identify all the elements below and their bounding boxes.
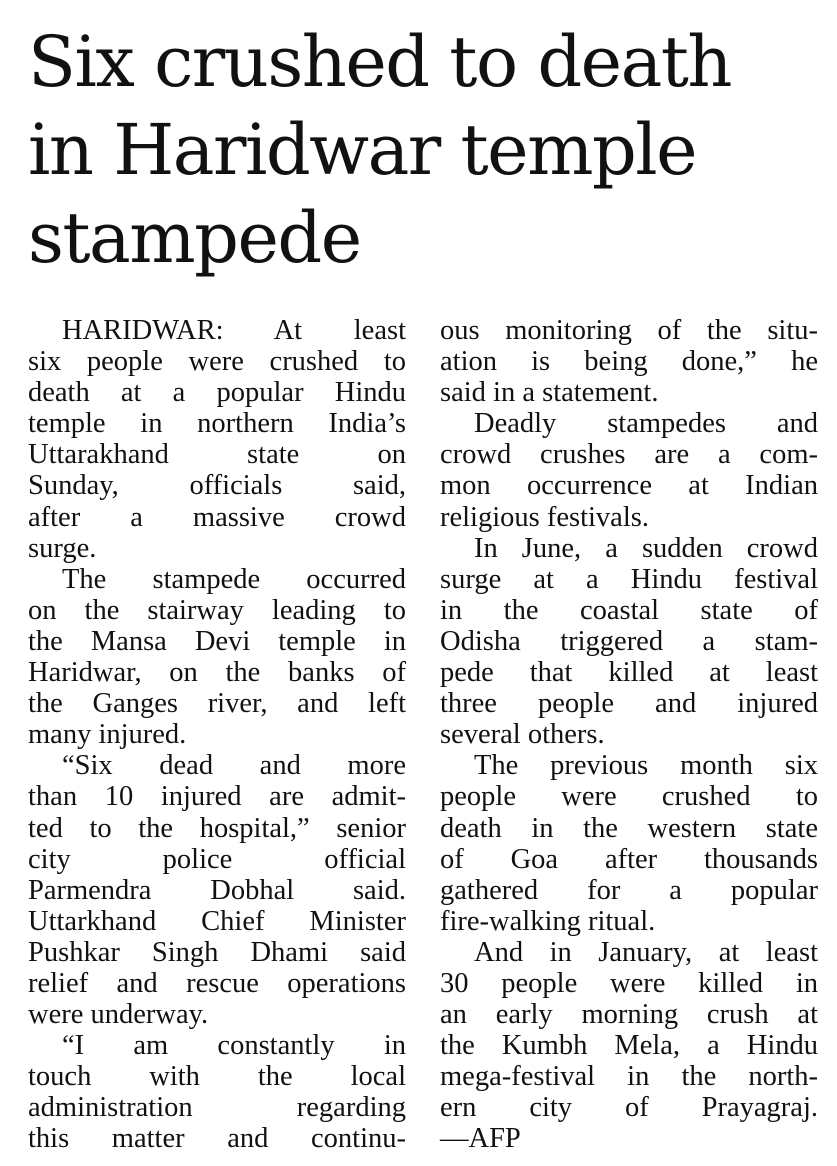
text-line: The previous month six [474, 750, 818, 782]
text-line: “I am constantly in [62, 1030, 406, 1062]
text-line: this matter and continu- [28, 1123, 406, 1155]
text-line: administration regarding [28, 1092, 406, 1124]
headline-line: Six crushed to death [28, 21, 732, 103]
text-line: Uttarakhand state on [28, 439, 406, 471]
text-line: said in a statement. [440, 377, 659, 409]
text-line: pede that killed at least [440, 657, 818, 689]
text-line: gathered for a popular [440, 874, 818, 906]
text-line: Odisha triggered a stam- [440, 625, 818, 657]
text-line: Deadly stampedes and [474, 408, 818, 440]
text-line: in the coastal state of [440, 594, 818, 626]
text-line: city police official [28, 843, 406, 875]
byline: —AFP [440, 1123, 521, 1155]
text-line: were underway. [28, 999, 209, 1031]
text-line: 30 people were killed in [440, 967, 818, 999]
text-line: the Ganges river, and left [28, 688, 406, 720]
headline-line: in Haridwar temple [28, 109, 697, 191]
text-line: surge at a Hindu festival [440, 563, 818, 595]
text-line: “Six dead and more [62, 750, 406, 782]
text-line: many injured. [28, 719, 187, 751]
text-line: fire-walking ritual. [440, 905, 656, 937]
text-line: death in the western state [440, 812, 818, 844]
text-line: HARIDWAR: At least [62, 315, 406, 346]
text-line: Sunday, officials said, [28, 470, 406, 502]
text-line: on the stairway leading to [28, 594, 406, 626]
text-line: The stampede occurred [62, 563, 406, 595]
text-line: crowd crushes are a com- [440, 439, 818, 471]
text-line: mon occurrence at Indian [440, 470, 818, 502]
text-line: ted to the hospital,” senior [28, 812, 406, 844]
text-line: Uttarkhand Chief Minister [28, 905, 406, 937]
article-column-left [28, 315, 406, 1155]
text-line: Pushkar Singh Dhami said [28, 936, 406, 968]
text-line: Parmendra Dobhal said. [28, 874, 406, 906]
text-line: temple in northern India’s [28, 408, 406, 440]
text-line: touch with the local [28, 1061, 406, 1093]
text-line: several others. [440, 719, 605, 751]
text-line: the Mansa Devi temple in [28, 625, 406, 657]
headline-line: stampede [28, 197, 361, 279]
text-line: of Goa after thousands [440, 843, 818, 875]
headline [28, 18, 828, 282]
text-line: an early morning crush at [440, 999, 818, 1031]
text-line: ation is being done,” he [440, 346, 818, 378]
text-line: three people and injured [440, 688, 818, 720]
text-line: religious festivals. [440, 501, 649, 533]
text-line: six people were crushed to [28, 346, 406, 378]
text-line: relief and rescue operations [28, 967, 406, 999]
text-line: than 10 injured are admit- [28, 781, 406, 813]
text-line: ous monitoring of the situ- [440, 315, 818, 346]
text-line: ern city of Prayagraj. [440, 1092, 818, 1124]
text-line: death at a popular Hindu [28, 377, 406, 409]
text-line: In June, a sudden crowd [474, 532, 818, 564]
text-line: Haridwar, on the banks of [28, 657, 406, 689]
text-line: surge. [28, 532, 97, 564]
text-line: mega-festival in the north- [440, 1061, 818, 1093]
text-line: after a massive crowd [28, 501, 406, 533]
article-column-right [440, 315, 818, 1155]
text-line: people were crushed to [440, 781, 818, 813]
text-line: the Kumbh Mela, a Hindu [440, 1030, 818, 1062]
text-line: And in January, at least [474, 936, 818, 968]
